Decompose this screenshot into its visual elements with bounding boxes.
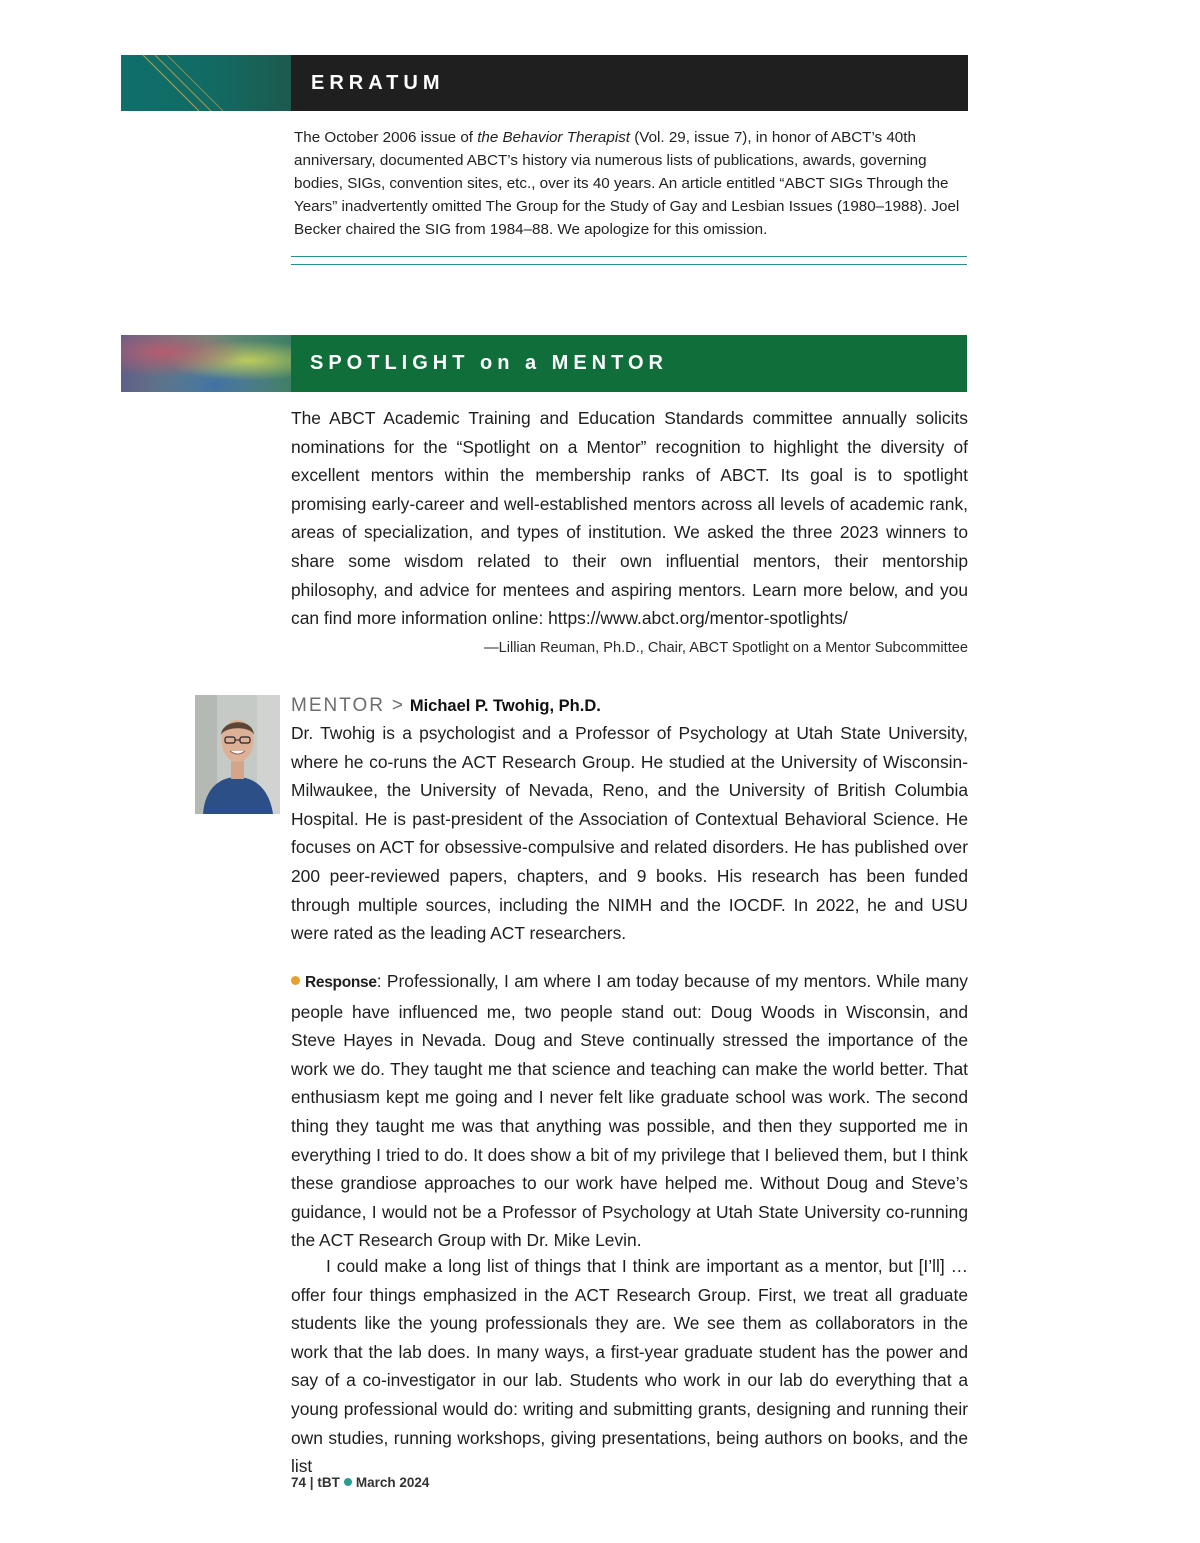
erratum-text-pre: The October 2006 issue of <box>294 129 478 146</box>
mentor-photo <box>195 695 280 814</box>
mentor-name: Michael P. Twohig, Ph.D. <box>409 697 601 715</box>
mentor-paragraph-2: I could make a long list of things that I think are important as a mentor, but [I’ll] … offer four things emphasized in the ACT Research Group. First, we treat all graduate students like the young professionals they are. We see them as collaborators in the work that the lab does. In many ways, a first-year graduate student has the power and say of a co-investigator in our lab. Students who work in our lab do everything that a young professional would do: writing and submitting grants, designing and running their own studies, running workshops, giving presentations, being authors on books, and the list <box>291 1256 968 1477</box>
mentor-separator: > <box>391 695 403 716</box>
mentor-response <box>291 967 968 1255</box>
spotlight-heading: SPOTLIGHT on a MENTOR <box>291 335 967 392</box>
journal-title: the Behavior Therapist <box>477 129 631 146</box>
erratum-body <box>294 126 970 241</box>
spotlight-banner-art <box>121 335 291 392</box>
page-footer <box>291 1475 429 1490</box>
footer-journal: tBT <box>317 1475 340 1490</box>
erratum-rule-top <box>291 256 967 257</box>
mentor-label: MENTOR <box>291 695 385 716</box>
spotlight-signature: —Lillian Reuman, Ph.D., Chair, ABCT Spotlight on a Mentor Subcommittee <box>484 640 968 656</box>
footer-dot-icon <box>344 1478 352 1486</box>
erratum-text-post: (Vol. 29, issue 7), in honor of ABCT’s 40th anniversary, documented ABCT’s history via numerous lists of publications, awards, governing bodies, SIGs, convention sites, etc., over its 40 years. An article entitled “ABCT SIGs Through the Years” inadvertently omitted The Group for the Study of Gay and Lesbian Issues (1980–1988). Joel Becker chaired the SIG from 1984–88. We apologize for this omission. <box>294 129 960 238</box>
bullet-icon <box>291 976 300 985</box>
spotlight-intro: The ABCT Academic Training and Education Standards committee annually solicits nominations for the “Spotlight on a Mentor” recognition to highlight the diversity of excellent mentors within the membership ranks of ABCT. Its goal is to spotlight promising early-career and well-established mentors across all levels of academic rank, areas of specialization, and types of institution. We asked the three 2023 winners to share some wisdom related to their own influential mentors, their mentorship philosophy, and advice for mentees and aspiring mentors. Learn more below, and you can find more information online: https://www.abct.org/mentor-spotlights/ <box>291 408 968 629</box>
response-text: : Professionally, I am where I am today because of my mentors. While many people have influenced me, two people stand out: Doug Woods in Wisconsin, and Steve Hayes in Nevada. Doug and Steve continually stressed the importance of the work we do. They taught me that science and teaching can make the world better. That enthusiasm kept me going and I never felt like graduate school was work. The second thing they taught me was that anything was possible, and then they supported me in everything I tried to do. It does show a bit of my privilege that I believed them, but I think these grandiose approaches to our work have helped me. Without Doug and Steve’s guidance, I would not be a Professor of Psychology at Utah State University co-running the ACT Research Group with Dr. Mike Levin. <box>291 971 968 1251</box>
mentor-heading <box>291 691 968 720</box>
footer-separator: | <box>309 1475 314 1490</box>
footer-date: March 2024 <box>355 1475 430 1490</box>
erratum-rule-bottom <box>291 264 967 265</box>
mentor-bio: Dr. Twohig is a psychologist and a Professor of Psychology at Utah State University, where he co-runs the ACT Research Group. He studied at the University of Wisconsin-Milwaukee, the University of Nevada, Reno, and the University of British Columbia Hospital. He is past-president of the Association of Contextual Behavioral Science. He focuses on ACT for obsessive-compulsive and related disorders. He has published over 200 peer-reviewed papers, chapters, and 9 books. His research has been funded through multiple sources, including the NIMH and the IOCDF. In 2022, he and USU were rated as the leading ACT researchers. <box>291 723 968 944</box>
response-label: Response <box>305 974 377 991</box>
erratum-heading: ERRATUM <box>291 55 968 111</box>
erratum-banner-art <box>121 55 291 111</box>
page-number: 74 <box>291 1475 307 1490</box>
